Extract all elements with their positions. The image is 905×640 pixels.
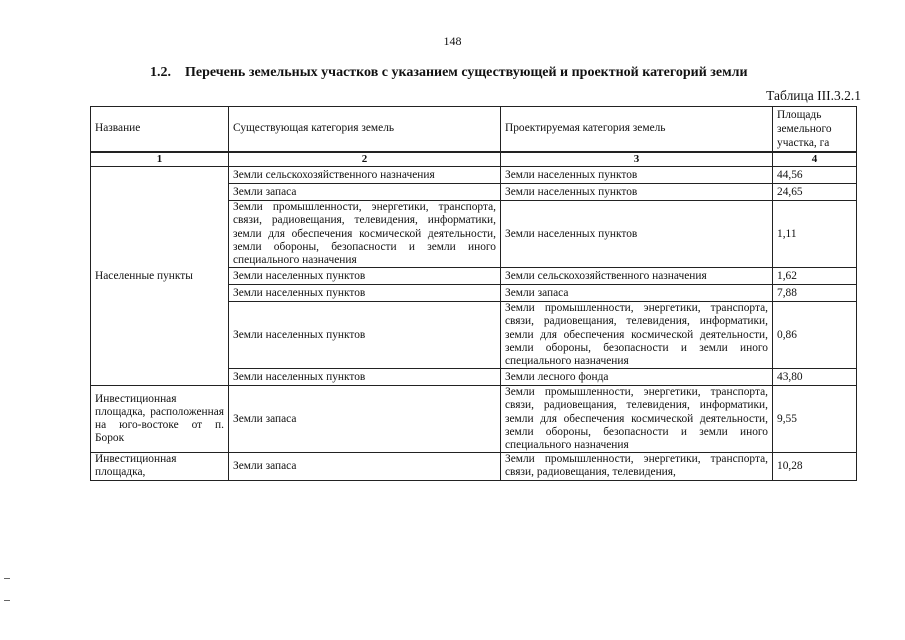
table-row	[91, 386, 857, 453]
projected-category-cell: Земли промышленности, энергетики, транспорта, связи, радиовещания, телевидения, информатики, земли для обеспечения космической деятельности, земли обороны, безопасности и земли иного специального назначения	[501, 386, 773, 453]
projected-category-cell: Земли промышленности, энергетики, транспорта, связи, радиовещания, телевидения,	[501, 453, 773, 480]
land-plots-table	[90, 106, 857, 481]
section-title: Перечень земельных участков с указанием существующей и проектной категорий земли	[185, 65, 748, 80]
projected-category-cell: Земли населенных пунктов	[501, 167, 773, 184]
column-number-row	[91, 152, 857, 167]
table-header-row	[91, 107, 857, 153]
header-name: Название	[91, 107, 229, 153]
area-cell: 1,62	[773, 268, 857, 285]
page-number: 148	[443, 34, 462, 48]
area-cell: 24,65	[773, 184, 857, 201]
margin-mark	[4, 578, 10, 579]
section-heading	[150, 65, 748, 81]
existing-category-cell: Земли промышленности, энергетики, транспорта, связи, радиовещания, телевидения, информатики, земли для обеспечения космической деятельности, земли обороны, безопасности и земли иного специального назначения	[229, 201, 501, 268]
area-cell: 9,55	[773, 386, 857, 453]
table-row	[91, 167, 857, 184]
margin-mark	[4, 600, 10, 601]
section-number: 1.2.	[150, 65, 171, 80]
projected-category-cell: Земли лесного фонда	[501, 369, 773, 386]
column-number: 4	[773, 152, 857, 167]
existing-category-cell: Земли населенных пунктов	[229, 268, 501, 285]
header-projected-category: Проектируемая категория земель	[501, 107, 773, 153]
existing-category-cell: Земли запаса	[229, 453, 501, 480]
column-number: 3	[501, 152, 773, 167]
table-row	[91, 453, 857, 480]
existing-category-cell: Земли населенных пунктов	[229, 302, 501, 369]
group-name: Населенные пункты	[91, 167, 229, 386]
projected-category-cell: Земли сельскохозяйственного назначения	[501, 268, 773, 285]
area-cell: 0,86	[773, 302, 857, 369]
existing-category-cell: Земли запаса	[229, 184, 501, 201]
header-area: Площадь земельного участка, га	[773, 107, 857, 153]
area-cell: 1,11	[773, 201, 857, 268]
group-name: Инвестиционная площадка,	[91, 453, 229, 480]
projected-category-cell: Земли населенных пунктов	[501, 184, 773, 201]
projected-category-cell: Земли населенных пунктов	[501, 201, 773, 268]
area-cell: 10,28	[773, 453, 857, 480]
column-number: 1	[91, 152, 229, 167]
group-name: Инвестиционная площадка, расположенная на юго-востоке от п. Борок	[91, 386, 229, 453]
column-number: 2	[229, 152, 501, 167]
projected-category-cell: Земли запаса	[501, 285, 773, 302]
existing-category-cell: Земли сельскохозяйственного назначения	[229, 167, 501, 184]
area-cell: 44,56	[773, 167, 857, 184]
table-label: Таблица III.3.2.1	[766, 88, 861, 103]
area-cell: 43,80	[773, 369, 857, 386]
area-cell: 7,88	[773, 285, 857, 302]
projected-category-cell: Земли промышленности, энергетики, транспорта, связи, радиовещания, телевидения, информатики, земли для обеспечения космической деятельности, земли обороны, безопасности и земли иного специального назначения	[501, 302, 773, 369]
existing-category-cell: Земли населенных пунктов	[229, 369, 501, 386]
existing-category-cell: Земли населенных пунктов	[229, 285, 501, 302]
existing-category-cell: Земли запаса	[229, 386, 501, 453]
header-existing-category: Существующая категория земель	[229, 107, 501, 153]
